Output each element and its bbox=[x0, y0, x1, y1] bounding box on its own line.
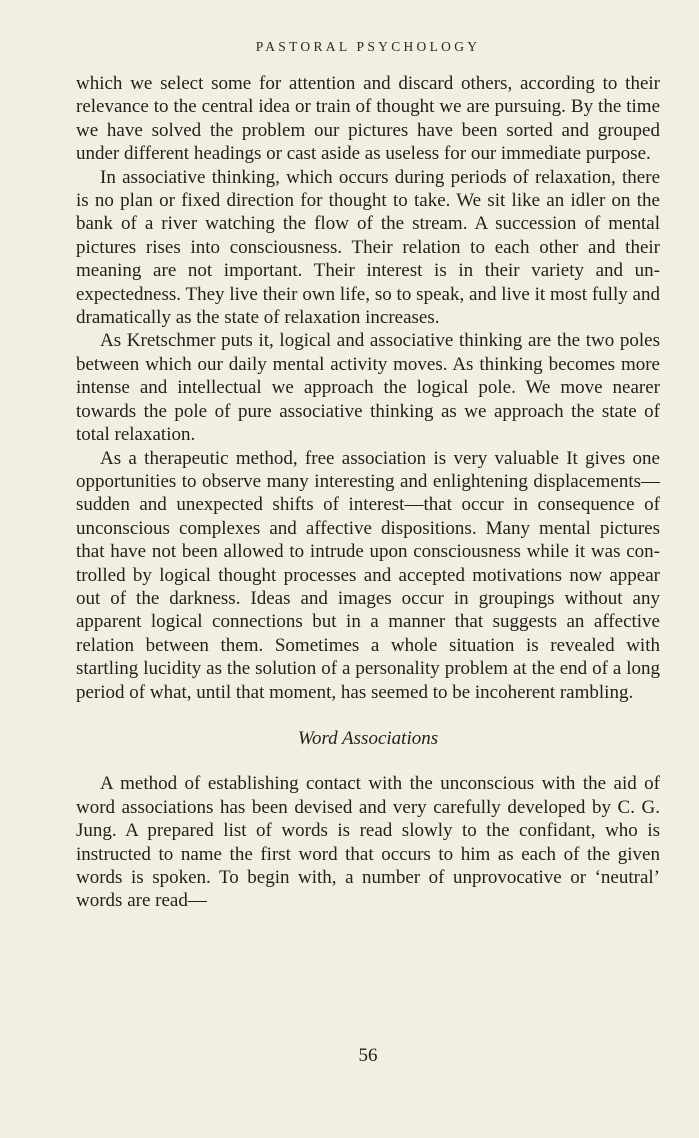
paragraph-free-association: As a therapeutic method, free association is very valuable It gives one opportunities to observe many interesting and enlightening displacements—sudden and unexpected shifts of interest—that occur in consequence of unconscious complexes and affective dispositions. Many mental pictures that have not been allowed to intrude upon consciousness while it was controlled by logical thought processes and accepted motivations now appear out of the darkness. Ideas and images occur in groupings without any apparent logical connections but in a manner that suggests an affective relation between them. Sometimes a whole situation is revealed with startling lucidity as the solution of a personality problem at the end of a long period of what, until that moment, has seemed to be incoherent rambling. bbox=[76, 447, 660, 703]
page-number: 56 bbox=[358, 1045, 378, 1066]
book-page bbox=[76, 0, 660, 1138]
section-heading: Word Associations bbox=[297, 727, 439, 749]
paragraph-continued: which we select some for attention and discard others, according to their relevance to the central idea or train of thought we are pursuing. By the time we have solved the problem our pictures have been sorted and grouped under different headings or cast aside as useless for our immediate purpose. bbox=[76, 73, 660, 165]
paragraph-associative-thinking: In associative thinking, which occurs during periods of relaxation, there is no plan or fixed direction for thought to take. We sit like an idler on the bank of a river watching the flow of the stream. A succession of mental pictures rises into consciousness. Their relation to each other and their meaning are not important. Their interest is in their variety and unexpectedness. They live their own life, so to speak, and live it most fully and dramatically as the state of relaxation increases. bbox=[76, 166, 660, 329]
body-text bbox=[76, 72, 660, 913]
paragraph-word-associations: A method of establishing contact with the unconscious with the aid of word associations has been devised and very carefully developed by C. G. Jung. A prepared list of words is read slowly to the confidant, who is instructed to name the first word that occurs to him as each of the given words is spoken. To begin with, a number of unprovocative or ‘neutral’ words are read— bbox=[76, 773, 660, 912]
paragraph-kretschmer: As Kretschmer puts it, logical and associative thinking are the two poles between which our daily mental activity moves. As thinking becomes more intense and intellectual we approach the logical pole. We move nearer towards the pole of pure associative thinking as we approach the state of total relaxation. bbox=[76, 330, 660, 446]
running-head: PASTORAL PSYCHOLOGY bbox=[255, 39, 481, 54]
